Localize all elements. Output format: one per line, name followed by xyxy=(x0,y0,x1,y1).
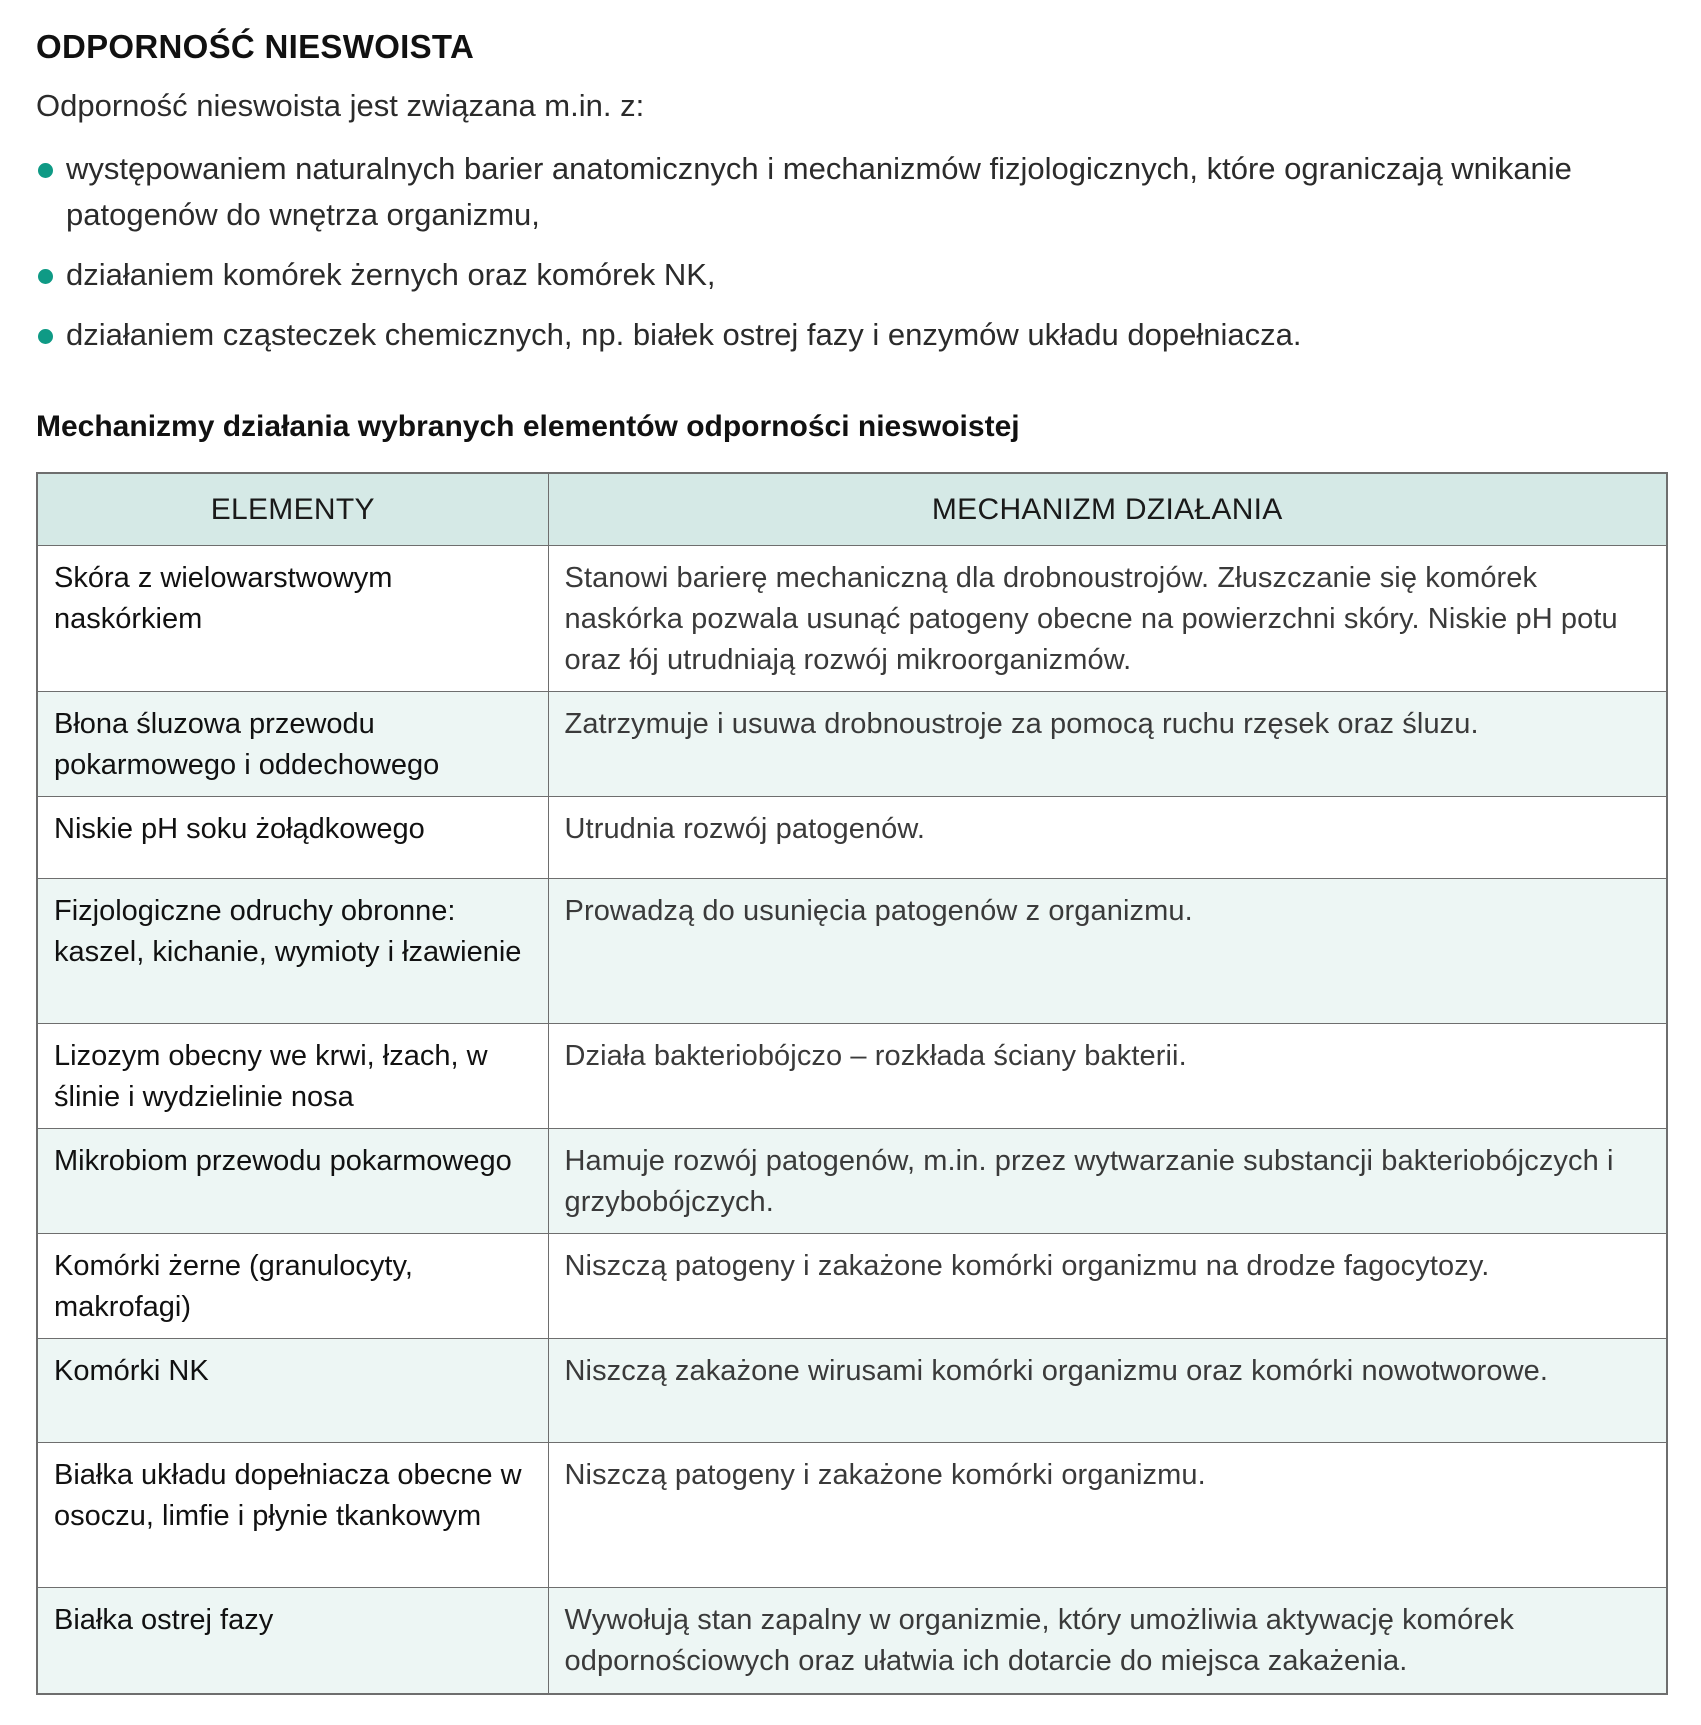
element-cell: Komórki NK xyxy=(37,1339,548,1443)
element-cell: Skóra z wielowarstwowym naskórkiem xyxy=(37,546,548,692)
table-row xyxy=(37,546,1667,692)
element-cell: Komórki żerne (granulocyty, makrofagi) xyxy=(37,1234,548,1339)
mechanism-cell: Niszczą patogeny i zakażone komórki organizmu na drodze fagocytozy. xyxy=(548,1234,1667,1339)
table-caption: Mechanizmy działania wybranych elementów odporności nieswoistej xyxy=(36,410,1020,443)
bullet-item xyxy=(36,312,1676,358)
mechanism-cell: Zatrzymuje i usuwa drobnoustroje za pomocą ruchu rzęsek oraz śluzu. xyxy=(548,692,1667,797)
element-cell: Błona śluzowa przewodu pokarmowego i oddechowego xyxy=(37,692,548,797)
table-row xyxy=(37,879,1667,1024)
column-header-mechanism: MECHANIZM DZIAŁANIA xyxy=(548,473,1667,546)
bullet-item xyxy=(36,252,1676,298)
table-row xyxy=(37,1588,1667,1694)
mechanism-cell: Prowadzą do usunięcia patogenów z organizmu. xyxy=(548,879,1667,1024)
bullet-text: działaniem cząsteczek chemicznych, np. białek ostrej fazy i enzymów układu dopełniacza. xyxy=(66,317,1302,352)
bullet-text: występowaniem naturalnych barier anatomicznych i mechanizmów fizjologicznych, które ograniczają wnikanie patogenów do wnętrza organizmu, xyxy=(66,151,1572,232)
table-row xyxy=(37,1024,1667,1129)
table-row xyxy=(37,1129,1667,1234)
bullet-dot-icon xyxy=(38,163,53,178)
intro-text: Odporność nieswoista jest związana m.in. z: xyxy=(36,88,645,123)
column-header-elements: ELEMENTY xyxy=(37,473,548,546)
bullet-list xyxy=(36,146,1676,372)
mechanisms-table xyxy=(36,472,1668,1695)
bullet-dot-icon xyxy=(38,329,53,344)
mechanism-cell: Działa bakteriobójczo – rozkłada ściany bakterii. xyxy=(548,1024,1667,1129)
element-cell: Białka układu dopełniacza obecne w osoczu, limfie i płynie tkankowym xyxy=(37,1443,548,1588)
mechanism-cell: Utrudnia rozwój patogenów. xyxy=(548,797,1667,879)
bullet-dot-icon xyxy=(38,269,53,284)
mechanism-cell: Wywołują stan zapalny w organizmie, który umożliwia aktywację komórek odpornościowych oraz ułatwia ich dotarcie do miejsca zakażenia. xyxy=(548,1588,1667,1694)
mechanism-cell: Hamuje rozwój patogenów, m.in. przez wytwarzanie substancji bakteriobójczych i grzybobójczych. xyxy=(548,1129,1667,1234)
mechanism-cell: Niszczą patogeny i zakażone komórki organizmu. xyxy=(548,1443,1667,1588)
table-row xyxy=(37,797,1667,879)
table-row xyxy=(37,692,1667,797)
table-row xyxy=(37,1443,1667,1588)
mechanism-cell: Stanowi barierę mechaniczną dla drobnoustrojów. Złuszczanie się komórek naskórka pozwala usunąć patogeny obecne na powierzchni skóry. Niskie pH potu oraz łój utrudniają rozwój mikroorganizmów. xyxy=(548,546,1667,692)
table-row xyxy=(37,1339,1667,1443)
element-cell: Białka ostrej fazy xyxy=(37,1588,548,1694)
section-title: ODPORNOŚĆ NIESWOISTA xyxy=(36,28,475,65)
element-cell: Lizozym obecny we krwi, łzach, w ślinie i wydzielinie nosa xyxy=(37,1024,548,1129)
table-header-row xyxy=(37,473,1667,546)
bullet-text: działaniem komórek żernych oraz komórek NK, xyxy=(66,257,716,292)
mechanism-cell: Niszczą zakażone wirusami komórki organizmu oraz komórki nowotworowe. xyxy=(548,1339,1667,1443)
element-cell: Mikrobiom przewodu pokarmowego xyxy=(37,1129,548,1234)
bullet-item xyxy=(36,146,1676,238)
element-cell: Fizjologiczne odruchy obronne: kaszel, kichanie, wymioty i łzawienie xyxy=(37,879,548,1024)
element-cell: Niskie pH soku żołądkowego xyxy=(37,797,548,879)
table-row xyxy=(37,1234,1667,1339)
